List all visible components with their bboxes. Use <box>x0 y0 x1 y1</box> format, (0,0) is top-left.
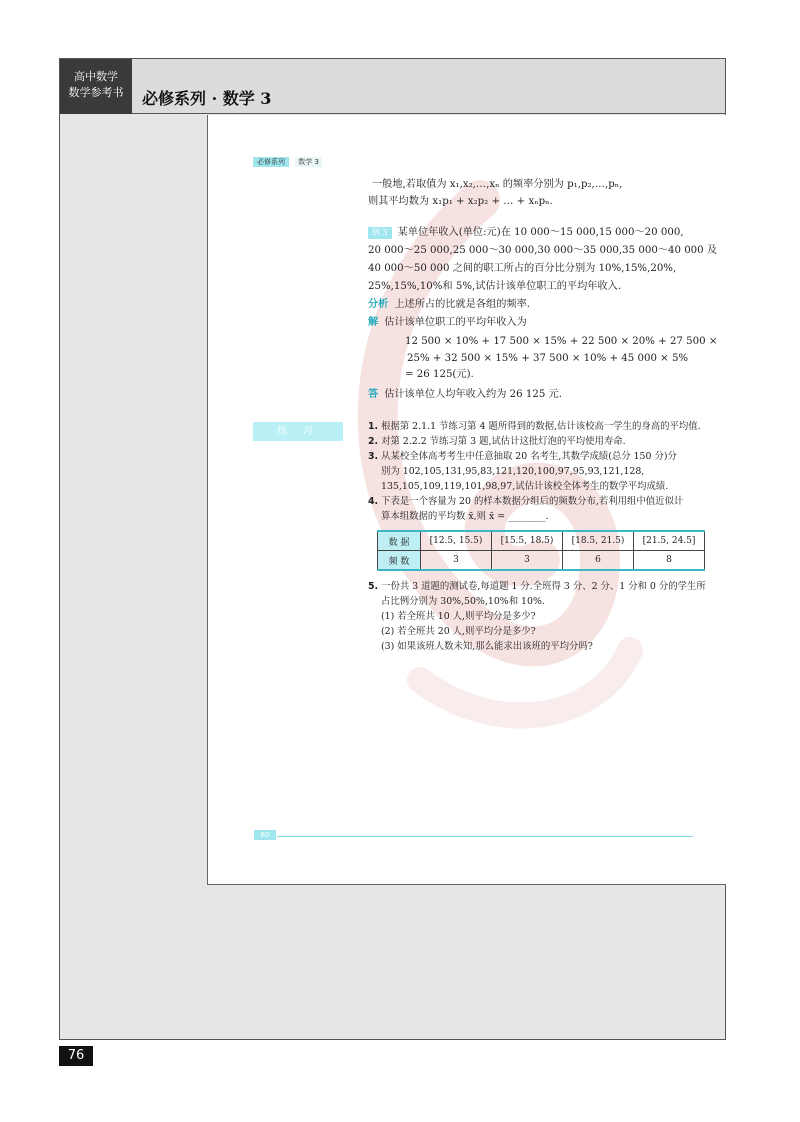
exercise-text: 算本组数据的平均数 x̄,则 x̄ = ________. <box>381 511 549 522</box>
intro-line-2: 则其平均数为 x₁p₁ + x₂p₂ + … + xₙpₙ. <box>368 196 553 207</box>
exercise-item <box>368 419 701 434</box>
running-head-tag: 必修系列 <box>253 157 289 167</box>
exercise-num: 1. <box>368 421 379 432</box>
exercise-item <box>368 579 706 594</box>
example-line-2: 20 000～25 000,25 000～30 000,30 000～35 000,35 000～40 000 及 <box>368 245 718 256</box>
exercise-item <box>381 509 549 524</box>
calc-line-3: = 26 125(元). <box>405 369 474 380</box>
exercise-item <box>368 494 683 509</box>
inner-page-number: 60 <box>254 830 276 840</box>
exercise-text: 根据第 2.1.1 节练习第 4 题所得到的数据,估计该校高一学生的身高的平均值. <box>381 421 701 432</box>
exercise-num: 2. <box>368 436 379 447</box>
frequency-table <box>377 530 705 571</box>
exercise-item <box>368 449 677 464</box>
table-cell: 6 <box>563 551 634 571</box>
table-cell: [18.5, 21.5) <box>563 531 634 551</box>
exercise-num: 3. <box>368 451 379 462</box>
solution-line <box>368 314 527 331</box>
calc-line-2: 25% + 32 500 × 15% + 37 500 × 10% + 45 000 × 5% <box>407 353 689 364</box>
table-cell: [12.5, 15.5) <box>421 531 492 551</box>
table-head-freq: 频 数 <box>378 551 421 571</box>
exercise-item <box>381 639 593 654</box>
calc-line-1: 12 500 × 10% + 17 500 × 15% + 22 500 × 20% + 27 500 × <box>405 336 718 347</box>
exercise-item <box>381 609 536 624</box>
exercise-text: 从某校全体高考考生中任意抽取 20 名考生,其数学成绩(总分 150 分)分 <box>381 451 677 462</box>
example-label: 例 3 <box>368 227 392 239</box>
exercise-item <box>381 594 545 609</box>
exercise-item <box>381 479 668 494</box>
exercise-title: 练 习 <box>253 422 343 441</box>
table-cell: [15.5, 18.5) <box>492 531 563 551</box>
running-head-subject: 数学 3 <box>295 157 322 167</box>
page-number: 76 <box>59 1046 93 1066</box>
book-title: 必修系列 · 数学 3 <box>142 89 272 108</box>
exercise-num: 4. <box>368 496 379 507</box>
example-line-4: 25%,15%,10%和 5%,试估计该单位职工的平均年收入. <box>368 281 622 292</box>
running-head <box>253 157 322 167</box>
table-cell: 8 <box>634 551 705 571</box>
example-line-1 <box>368 224 684 241</box>
answer-label: 答 <box>368 388 379 400</box>
analysis-text: 上述所占的比就是各组的频率. <box>394 299 531 310</box>
table-cell: 3 <box>421 551 492 571</box>
exercise-text: 对第 2.2.2 节练习第 3 题,试估计这批灯泡的平均使用寿命. <box>381 436 626 447</box>
exercise-text: (2) 若全班共 20 人,则平均分是多少? <box>381 626 536 637</box>
exercise-text: 一份共 3 道题的测试卷,每道题 1 分.全班得 3 分、2 分、1 分和 0 分的学生所 <box>381 581 706 592</box>
exercise-item <box>381 624 536 639</box>
intro-line-1: 一般地,若取值为 x₁,x₂,…,xₙ 的频率分别为 p₁,p₂,…,pₙ, <box>372 179 623 190</box>
series-badge <box>60 59 132 114</box>
example-text-1: 某单位年收入(单位:元)在 10 000～15 000,15 000～20 000, <box>397 227 684 238</box>
exercise-item <box>381 464 644 479</box>
solution-label: 解 <box>368 316 379 328</box>
table-head-data: 数 据 <box>378 531 421 551</box>
answer-line <box>368 386 562 403</box>
exercise-item <box>368 434 626 449</box>
footer-rule <box>277 836 693 837</box>
exercise-text: (1) 若全班共 10 人,则平均分是多少? <box>381 611 536 622</box>
exercise-text: 135,105,109,119,101,98,97,试估计该校全体考生的数学平均成绩. <box>381 481 669 492</box>
table-cell: 3 <box>492 551 563 571</box>
analysis-label: 分析 <box>368 298 389 310</box>
series-line-1: 高中数学 <box>74 70 118 83</box>
analysis-line <box>368 296 530 313</box>
example-line-3: 40 000～50 000 之间的职工所占的百分比分别为 10%,15%,20%, <box>368 263 677 274</box>
exercise-text: 下表是一个容量为 20 的样本数据分组后的频数分布,若利用组中值近似计 <box>381 496 684 507</box>
exercise-text: (3) 如果该班人数未知,那么能求出该班的平均分吗? <box>381 641 593 652</box>
exercise-num: 5. <box>368 581 379 592</box>
answer-text: 估计该单位人均年收入约为 26 125 元. <box>384 389 562 400</box>
solution-text: 估计该单位职工的平均年收入为 <box>384 317 527 328</box>
table-cell: [21.5, 24.5] <box>634 531 705 551</box>
exercise-text: 占比例分别为 30%,50%,10%和 10%. <box>381 596 545 607</box>
table-row <box>378 531 705 551</box>
exercise-text: 别为 102,105,131,95,83,121,120,100,97,95,93,121,128, <box>381 466 645 477</box>
table-row <box>378 551 705 571</box>
series-line-2: 数学参考书 <box>68 86 124 99</box>
